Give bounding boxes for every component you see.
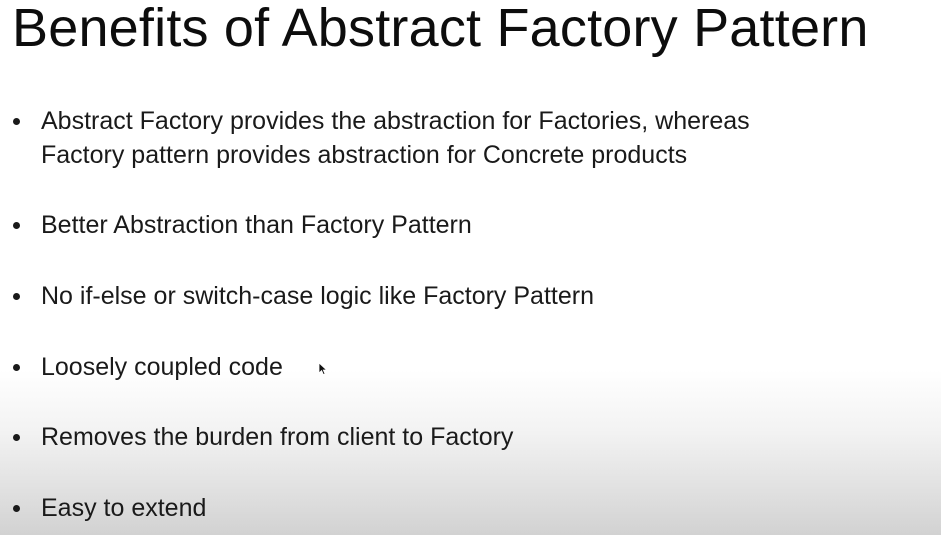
bullet-text: Removes the burden from client to Factory bbox=[41, 423, 514, 451]
bullet-dot-icon bbox=[13, 505, 20, 512]
bullet-text: Abstract Factory provides the abstraction for Factories, whereas Factory pattern provides abstraction for Concrete products bbox=[41, 107, 750, 169]
bullet-dot-icon bbox=[13, 222, 20, 229]
bullet-dot-icon bbox=[13, 434, 20, 441]
bullet-dot-icon bbox=[13, 118, 20, 125]
bullet-text: Better Abstraction than Factory Pattern bbox=[41, 211, 472, 239]
bullet-text: Loosely coupled code bbox=[41, 353, 283, 381]
bullet-dot-icon bbox=[13, 364, 20, 371]
bullet-dot-icon bbox=[13, 293, 20, 300]
slide-title: Benefits of Abstract Factory Pattern bbox=[12, 0, 869, 58]
mouse-pointer-icon bbox=[318, 362, 328, 376]
bullet-text: Easy to extend bbox=[41, 494, 207, 522]
bullet-text: No if-else or switch-case logic like Factory Pattern bbox=[41, 282, 594, 310]
